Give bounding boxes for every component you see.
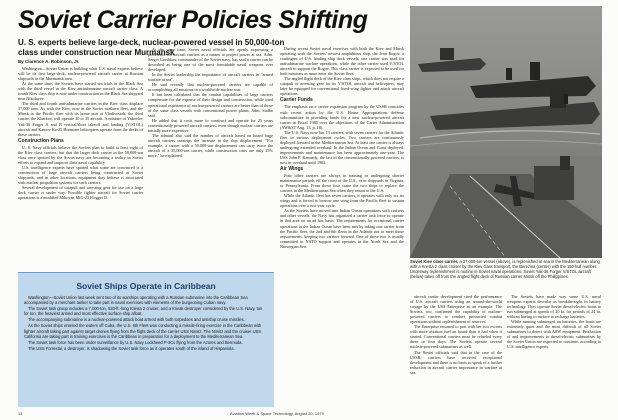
section-subhead: Air Wings — [280, 166, 304, 173]
body-paragraph: U.S. intelligence experts have spotted what some are convinced is a construction of large aircraft carriers being constructed at Soviet shipyards, and in other locations, equipment they believe is associated with nuclear propulsion systems for such carriers. — [18, 164, 143, 185]
article-column-2 — [148, 47, 273, 269]
article-headline: Soviet Carrier Policies Shifting — [18, 6, 368, 34]
article-column-1 — [18, 66, 143, 269]
publication-footer: Aviation Week & Space Technology, August 20, 1979 — [230, 411, 324, 416]
sidebar-paragraph: Washington—Soviet Union last week sent two of its warships operating with a Russian submarine into the Caribbean Sea accompanied by a merchant tanker to take part in naval exercises with elements of the burgeoning Cuban navy. — [24, 295, 248, 306]
sidebar-paragraph: The Soviet task force has been under surveillance by U.S. Navy Lockheed P-3Cs flying from the Azores and Bermuda. — [28, 339, 243, 345]
sidebar-paragraph: As the Soviet ships entered the waters off Cuba, the U.S. 6th Fleet was conducting a missile-firing exercise in the Caribbean with fighter aircraft taking part against target drones flying from the flight deck of the carrier USS Nimitz. The Nimitz and the cruiser USS California are taking part in training exercises in the Caribbean in preparation for a deployment to the Mediterranean Sea. — [24, 323, 262, 339]
caption-text: a 37,000-ton vessel (above), is replenished at sea in the Mediterranean along with a Kresta 2 class cruiser by the Kiev class transport, the Berezina (center) with the 150 hull number. Underway replenishment is routine in Soviet naval operations. Soviet Yak-36 Forger V/STOL aircraft (below) takes off from the angled flight deck of Russian carrier Minsk off the Philippines. — [410, 259, 600, 279]
sidebar-paragraph: The USS Forrestal, a destroyer, is shadowing the Soviet task force as it operates south of the island of Hispaniola. — [28, 345, 235, 351]
body-paragraph: The Soviets have made way some U.S. naval weapons experts describe as breakthroughs in battery technology. They operate Soviet diesel-electric boats to run submerged at speeds of 20 kt. for periods of 24 hr. without having to surface to recharge batteries. — [507, 294, 601, 320]
body-paragraph: The admiral also said the number of aircraft based on board large aircraft carriers outstrips the increase in the ship displacement. "For example, a carrier with a 50,000-ton displacement can carry twice the aircraft of a 35,000-ton carrier, while construction costs are only 25% more," he explained. — [148, 132, 273, 158]
body-paragraph: The emphasis on a carrier expansion program by the USSR coincides with recent action by the U.S. House Appropriations defense subcommittee in providing funds for a new nuclear-powered aircraft carrier in Fiscal 1980 over the objections of the Carter Administration (AW&ST Aug. 13, p. 18). — [280, 104, 404, 130]
body-paragraph: During recent Soviet naval exercises with both the Kiev and Minsk operating with the Soviets' newest amphibious ship, the Ivan Rogov, a contingent of U.S. landing ship dock vessels, one carrier was used for antisubmarine warfare operations, while the other carrier used V/STOL aircraft to support the Rogov. This class carrier is expected to be used for both missions as more enter the Soviet fleet. — [280, 46, 404, 77]
article-byline: By Clarence A. Robinson, Jr. — [18, 59, 80, 64]
section-subhead: Construction Plans — [18, 137, 64, 144]
sidebar-title: Soviet Ships Operate in Caribbean — [76, 281, 216, 291]
body-paragraph: U. S. Navy officials believe the Soviets plan to build at least eight of the Kiev class carriers, but that the larger deck carrier in the 50,000-ton class once spotted by the Soviet navy are becoming a reality in Soviet efforts to expand and improve their naval capability. — [18, 144, 143, 165]
body-paragraph: The U.S. Navy now has 13 carriers, with seven carriers for the Atlantic fleet in various deployment cycles. Two carriers are continuously deployed forward in the Mediterranean Sea. At least one carrier is always undergoing extended overhaul. In the Indian Ocean and Coast deployed, improvements and maintenance has been approximately one-year. The USS John F. Kennedy, the last of the conventionally powered carriers, is now in overhaul until 1982. — [280, 129, 404, 165]
photo-caption — [410, 260, 602, 280]
flight-deck-aircraft — [410, 156, 602, 258]
body-paragraph: He said recently that nuclear-powered carriers are capable of accomplishing all missions in a worldwide nuclear war. — [148, 82, 273, 93]
caption-lead: Soviet Kiev class carrier, — [410, 259, 459, 264]
body-paragraph: It has been calculated that the combat capabilities of large carriers compensate for the expense of their design and construction, while tried operational experience of nuclear-powered carriers are better than of those of the same class vessels with conventional power plants, Adm. Stalbo said. — [148, 92, 273, 118]
body-paragraph: Four other carriers are always in training or undergoing shorter maintenance periods off the coast of the U.S., or in shipyards in Virginia, or Pennsylvania. From those four come the two ships to replace the carriers in the Mediterranean Sea when they return to the U.S. — [280, 173, 404, 194]
body-paragraph: The Soviet officials said that in the case of the USSR, carriers have received exceptional development and there is no basis to speak of a further reduction in aircraft carrier importance in warfare at sea. — [410, 349, 502, 375]
body-paragraph: As the Soviets have moved into Indian Ocean operations with cruisers and other vessels, the Navy has organized a carrier task force to operate in that area on an ad hoc basis. The requirements for occasional carrier operations in the Indian Ocean have been met by taking one carrier from the Pacific fleet, the 2nd and 6th fleets in the Atlantic not to meet those requirements, keeping two carriers forward. One of those two is usually committed to NATO support and operates in the North Sea and the Norwegian Sea. — [280, 208, 404, 249]
sidebar-paragraph: The Soviet task group includes a 7,000-ton, 520-ft.-long Kresta 2 cruiser, and a Krivak destroyer considered by the U.S. Navy, ton for ton, the heaviest armed and most effective surface ship afloat. — [24, 306, 263, 317]
body-paragraph: The third and fourth antisubmarine carriers in the Kiev class displace 37,000 tons. As with the Kiev, now in the Soviet northern fleet, and the Minsk in the Pacific fleet with its home port at Vladivostok, the third carrier, the Kharkov, will operate 30 to 35 aircraft. A mixture of Yakovlev Yak-36 Forger A and B vertical/short takeoff and landing (V/STOL) aircraft and Kamov Ka-25 Hormone helicopters operate from the decks of these carriers. — [18, 101, 143, 137]
page-number: 14 — [18, 411, 23, 416]
body-paragraph: The Enterprise returned to port with her two escorts with more aviation fuel on board than it had when it started. Conventional carriers must be refueled every three or four days. The Soviets operate several nuclear-powered submarines as well. — [410, 324, 502, 350]
body-paragraph: While the Atlantic fleet has seven carriers, it operates with only six air wings and is forced to borrow one wing from the Pacific fleet to sustain operations over a two-year cycle. — [280, 193, 404, 209]
article-deck: U. S. experts believe large-deck, nuclear-powered vessel in 50,000-ton class under construction near Murmansk — [18, 38, 285, 57]
body-paragraph: At the same time, the Soviets have started sea trials in the Black Sea with the third vessel in the Kiev antisubmarine aircraft carrier class. A fourth Kiev class ship is now under construction in the Black Sea shipyard near Nikolayev. — [18, 81, 143, 102]
body-paragraph: While running submerged on batteries, the boats are extremely quiet and the most difficult of all Soviet submarines to detect with ASW equipment. Production of and improvements to diesel-electric submarines by the Soviet Union are expected to continue, according to U.S. intelligence experts. — [507, 319, 601, 350]
carrier-photo — [410, 6, 602, 258]
body-paragraph: Several development of catapult and arresting gear for use on a large deck carrier is under way. Possible fighter aircraft for Soviet carrier operations is a modified Mikoyan MiG-23 Flogger D. — [18, 185, 143, 201]
article-column-3 — [280, 46, 404, 410]
body-paragraph: The angled flight deck of the Kiev class ships, which does not require a catapult or arresting gear for its V/STOL aircraft and helicopters, may later be equipped for conventional fixed-wing fighter and attack aircraft operations. — [280, 76, 404, 97]
body-paragraph: aircraft carrier development cited the performance of U.S. aircraft carriers using an around-the-world voyage by the USS Enterprise as an example. The Soviets, too, confirmed the capability of nuclear-powered carriers to conduct protracted combat operations without replenishment of reserves. — [410, 294, 502, 325]
article-column-4 — [410, 294, 502, 410]
sidebar-box — [18, 272, 274, 407]
sidebar-paragraph: The accompanying submarine is a nuclear-powered attack boat armed with both torpedoes and antiship cruise missiles. — [28, 317, 245, 323]
article-column-5 — [507, 294, 601, 410]
body-paragraph: In the Soviet leadership the importance of aircraft carriers in "armed warfare at sea". — [148, 72, 273, 83]
section-subhead: Carrier Funds — [280, 97, 313, 104]
body-paragraph: He added that it costs more to construct and operate for 25 years conventionally powered aircraft carriers, even though nuclear carriers are initially more expensive. — [148, 117, 273, 133]
body-paragraph: Washington—Soviet Union is building what U.S. naval experts believe will be its first large-deck, nuclear-powered aircraft carrier at Russian shipyards in the Murmansk area. — [18, 66, 143, 82]
body-paragraph: At the same time, Soviet naval officials are openly expressing a preference for aircraft carriers as a means to project power at sea. Adm. Sergei Gorshkov, commander of the Soviet navy, has said a carrier can be described as being one of the most formidable naval weapons ever developed. — [148, 47, 273, 73]
sidebar-body — [24, 295, 268, 403]
